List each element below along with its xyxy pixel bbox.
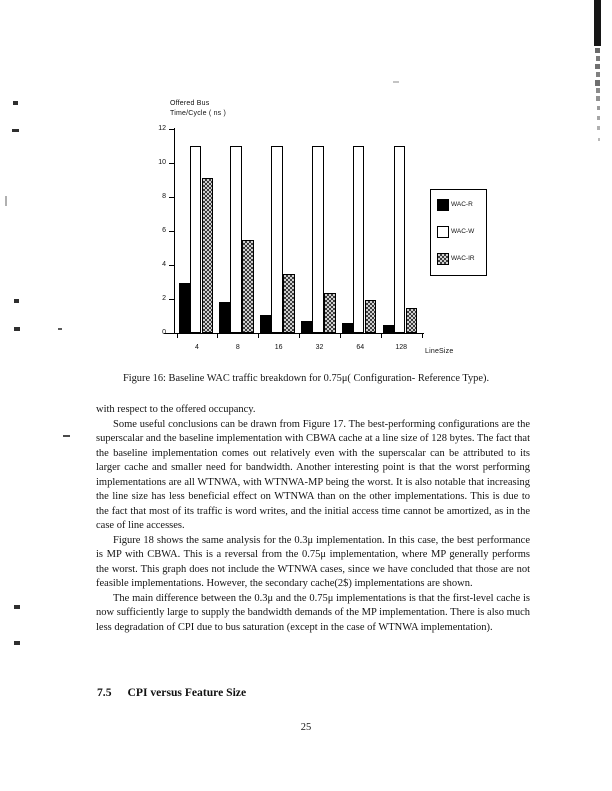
y-tick: [169, 197, 175, 198]
bar-wac-r-16: [260, 315, 272, 333]
bar-wac-ir-64: [365, 300, 377, 333]
x-tick-label: 8: [235, 344, 240, 351]
x-axis-label: LineSize: [425, 348, 454, 355]
scan-speck: [14, 327, 20, 331]
scan-artifact: [595, 80, 600, 86]
section-number: 7.5: [97, 686, 112, 699]
y-tick-label: 2: [162, 295, 166, 302]
x-tick-label: 128: [395, 344, 408, 351]
bar-wac-r-64: [342, 323, 354, 333]
bar-wac-ir-128: [406, 308, 418, 334]
bar-wac-w-128: [394, 146, 406, 333]
legend-label-wac-r: WAC-R: [451, 201, 473, 208]
bar-wac-r-4: [179, 283, 191, 333]
legend-label-wac-w: WAC-W: [451, 228, 475, 235]
y-tick: [169, 231, 175, 232]
bar-wac-w-16: [271, 146, 283, 333]
scan-artifact: [596, 88, 600, 93]
paragraph: Some useful conclusions can be drawn from Figure 17. The best-performing configurations are the superscalar and the baseline implementation with CBWA cache at a line size of 128 bytes. The fact that the baseline implementation comes out relatively even with the superscalar can be attributed to its larger cache and smaller need for bandwidth. Another interesting point is that the worst performing implementations are all WTNWA, with WTNWA-MP being the worst. It is also notable that increasing the line size has less beneficial effect on WTNWA than on the other implementations. This is due to the fact that most of its traffic is word writes, and the initial access time cannot be amortized, as in the case of line accesses.: [96, 418, 530, 531]
x-tick: [258, 333, 259, 338]
scan-artifact: [597, 126, 600, 130]
bar-wac-ir-32: [324, 293, 336, 333]
y-tick-label: 4: [162, 261, 166, 268]
y-axis-title: Time/Cycle ( ns ): [170, 110, 227, 117]
scan-artifact: [596, 96, 600, 101]
legend-swatch-wac-r: [437, 199, 449, 211]
x-tick: [340, 333, 341, 338]
bar-wac-w-4: [190, 146, 202, 333]
bar-wac-w-32: [312, 146, 324, 333]
scan-speck: [63, 435, 70, 437]
x-tick-label: 64: [356, 344, 365, 351]
page-number: 25: [300, 722, 312, 733]
scan-artifact: [595, 64, 600, 69]
scan-artifact: [598, 138, 600, 141]
scan-artifact: [597, 116, 600, 120]
scan-speck: [5, 196, 7, 206]
bar-wac-r-128: [383, 325, 395, 334]
y-axis-title: Offered Bus: [170, 100, 210, 107]
scan-speck: [393, 81, 399, 83]
y-tick: [169, 129, 175, 130]
y-tick: [169, 333, 175, 334]
section-heading: [97, 686, 246, 699]
bar-wac-ir-4: [202, 178, 214, 333]
x-tick-label: 32: [315, 344, 324, 351]
x-tick-label: 4: [194, 344, 199, 351]
y-tick-label: 6: [162, 227, 166, 234]
paragraph: Figure 18 shows the same analysis for the 0.3μ implementation. In this case, the best performance is MP with CBWA. This is a reversal from the 0.75μ implementation, where MP generally performs the worst. This graph does not include the WTNWA cases, since we have concluded that those are not feasible implementations. However, the secondary cache(2$) implementations are shown.: [96, 534, 530, 589]
x-tick-label: 16: [274, 344, 283, 351]
y-tick: [169, 163, 175, 164]
scan-artifact: [594, 0, 601, 46]
scan-artifact: [596, 56, 600, 61]
y-tick-label: 12: [158, 125, 166, 132]
x-tick: [422, 333, 423, 338]
scan-speck: [14, 641, 20, 645]
x-tick: [299, 333, 300, 338]
scan-speck: [14, 605, 20, 609]
bar-wac-ir-16: [283, 274, 295, 334]
scan-speck: [13, 101, 18, 105]
y-tick: [169, 299, 175, 300]
x-tick: [177, 333, 178, 338]
scan-speck: [12, 129, 19, 132]
scan-artifact: [595, 48, 600, 53]
x-tick: [381, 333, 382, 338]
paragraph: The main difference between the 0.3μ and the 0.75μ implementations is that the first-level cache is now sufficiently large to supply the bandwidth demands of the MP implementation. There is also much less degradation of CPI due to bus saturation (except in the case of WTNWA implementation).: [96, 592, 530, 633]
figure-16-caption: Figure 16: Baseline WAC traffic breakdown for 0.75μ( Configuration- Reference Type).: [122, 373, 490, 384]
bar-wac-w-64: [353, 146, 365, 333]
y-tick-label: 10: [158, 159, 166, 166]
section-title: CPI versus Feature Size: [127, 686, 247, 699]
bar-wac-ir-8: [242, 240, 254, 333]
scan-artifact: [597, 106, 600, 110]
scan-speck: [58, 328, 62, 330]
x-axis-line: [164, 333, 424, 334]
paragraph: with respect to the offered occupancy.: [96, 404, 256, 415]
scan-artifact: [596, 72, 600, 77]
y-tick-label: 0: [162, 329, 166, 336]
bar-wac-r-32: [301, 321, 313, 333]
body-text: [96, 403, 530, 635]
legend-swatch-wac-w: [437, 226, 449, 238]
x-tick: [217, 333, 218, 338]
bar-wac-r-8: [219, 302, 231, 333]
y-tick-label: 8: [162, 193, 166, 200]
bar-wac-w-8: [230, 146, 242, 333]
legend-label-wac-ir: WAC-IR: [451, 255, 475, 262]
legend-swatch-wac-ir: [437, 253, 449, 265]
scan-speck: [14, 299, 19, 303]
y-tick: [169, 265, 175, 266]
